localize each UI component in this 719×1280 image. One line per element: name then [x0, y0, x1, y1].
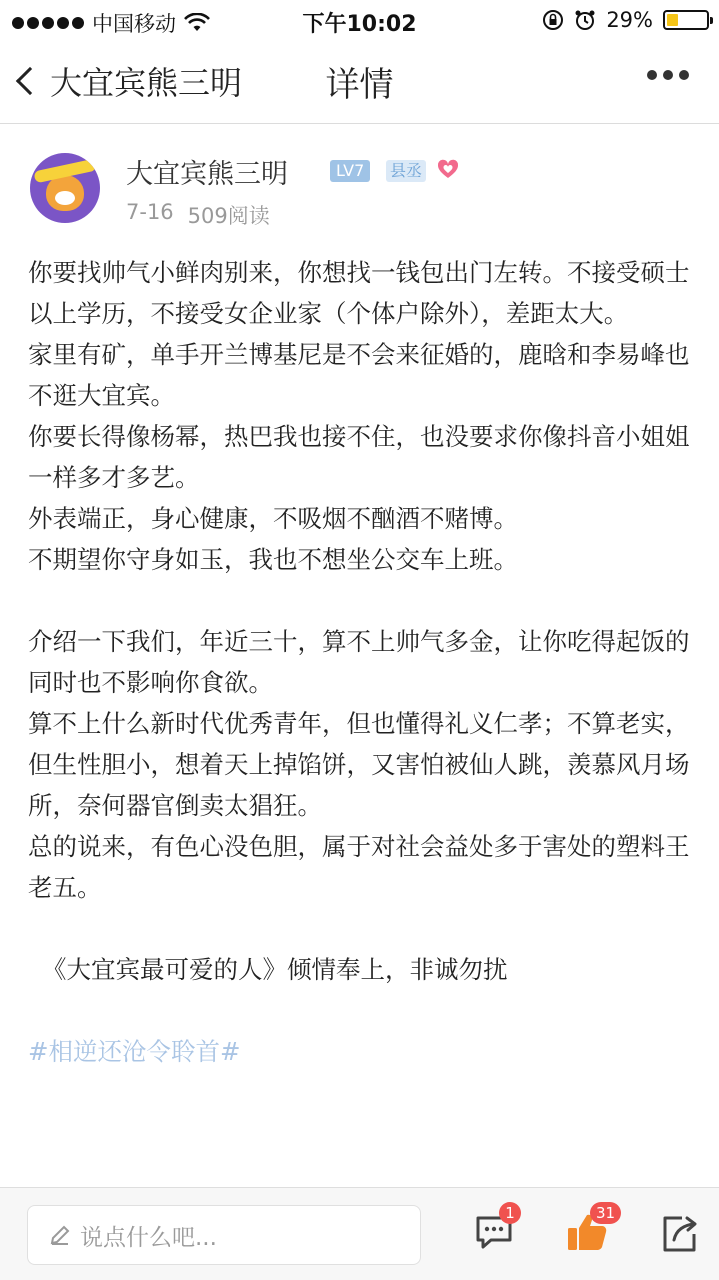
like-count-badge: 31 [590, 1202, 621, 1224]
bottom-action-bar [0, 1187, 719, 1280]
post-meta [126, 200, 270, 230]
rotation-lock-icon [542, 9, 564, 31]
heart-icon [437, 159, 459, 181]
status-bar [0, 0, 719, 40]
status-right [542, 8, 709, 32]
back-label: 大宜宾熊三明 [50, 64, 243, 102]
share-icon [660, 1210, 700, 1254]
comment-placeholder: 说点什么吧... [80, 1224, 217, 1251]
clock: 下午10:02 [302, 12, 417, 37]
comment-input[interactable] [27, 1205, 421, 1265]
rank-badge: 县丞 [386, 160, 426, 182]
page-title: 详情 [325, 65, 394, 105]
paragraph-spacer [28, 908, 692, 949]
paragraph-spacer [28, 580, 692, 621]
level-badge: LV7 [330, 160, 370, 182]
avatar-dog-face [46, 175, 84, 211]
battery-percent: 29% [606, 8, 653, 32]
comments-button[interactable] [473, 1204, 519, 1256]
avatar[interactable] [30, 153, 100, 223]
share-button[interactable] [660, 1210, 706, 1256]
paragraph-spacer [28, 990, 692, 1031]
topic-link[interactable]: #相逆还沧令聆首# [28, 1037, 241, 1066]
post-date: 7-16 [126, 200, 174, 224]
paragraph: 外表端正，身心健康，不吸烟不酗酒不赌博。 [28, 504, 518, 533]
paragraph: 你要找帅气小鲜肉别来，你想找一钱包出门左转。不接受硕士以上学历，不接受女企业家（个体户除外），差距太大。 [28, 258, 690, 328]
pencil-icon [48, 1223, 72, 1247]
like-button[interactable] [566, 1204, 616, 1256]
paragraph: 介绍一下我们，年近三十，算不上帅气多金，让你吃得起饭的同时也不影响你食欲。 [28, 627, 690, 697]
carrier-label: 中国移动 [92, 12, 176, 36]
nav-bar [0, 40, 719, 124]
paragraph: 算不上什么新时代优秀青年，但也懂得礼义仁孝；不算老实，但生性胆小，想着天上掉馅饼，又害怕被仙人跳，羡慕风月场所，奈何器官倒卖太猖狂。 [28, 709, 690, 820]
battery-level [667, 14, 678, 26]
more-dots-icon[interactable] [647, 70, 689, 80]
paragraph: 不期望你守身如玉，我也不想坐公交车上班。 [28, 545, 518, 574]
alarm-icon [574, 9, 596, 31]
comment-count-badge: 1 [499, 1202, 521, 1224]
paragraph: 总的说来，有色心没色胆，属于对社会益处多于害处的塑料王老五。 [28, 832, 690, 902]
author-header [30, 150, 690, 230]
paragraph: 你要长得像杨幂，热巴我也接不住，也没要求你像抖音小姐姐一样多才多艺。 [28, 422, 690, 492]
dedication-line: 《大宜宾最可爱的人》倾情奉上，非诚勿扰 [42, 955, 508, 984]
author-name[interactable]: 大宜宾熊三明 [126, 159, 288, 190]
paragraph: 家里有矿，单手开兰博基尼是不会来征婚的，鹿晗和李易峰也不逛大宜宾。 [28, 340, 690, 410]
battery-icon [663, 10, 709, 30]
read-count: 509阅读 [187, 204, 270, 228]
article-body [28, 252, 692, 1182]
